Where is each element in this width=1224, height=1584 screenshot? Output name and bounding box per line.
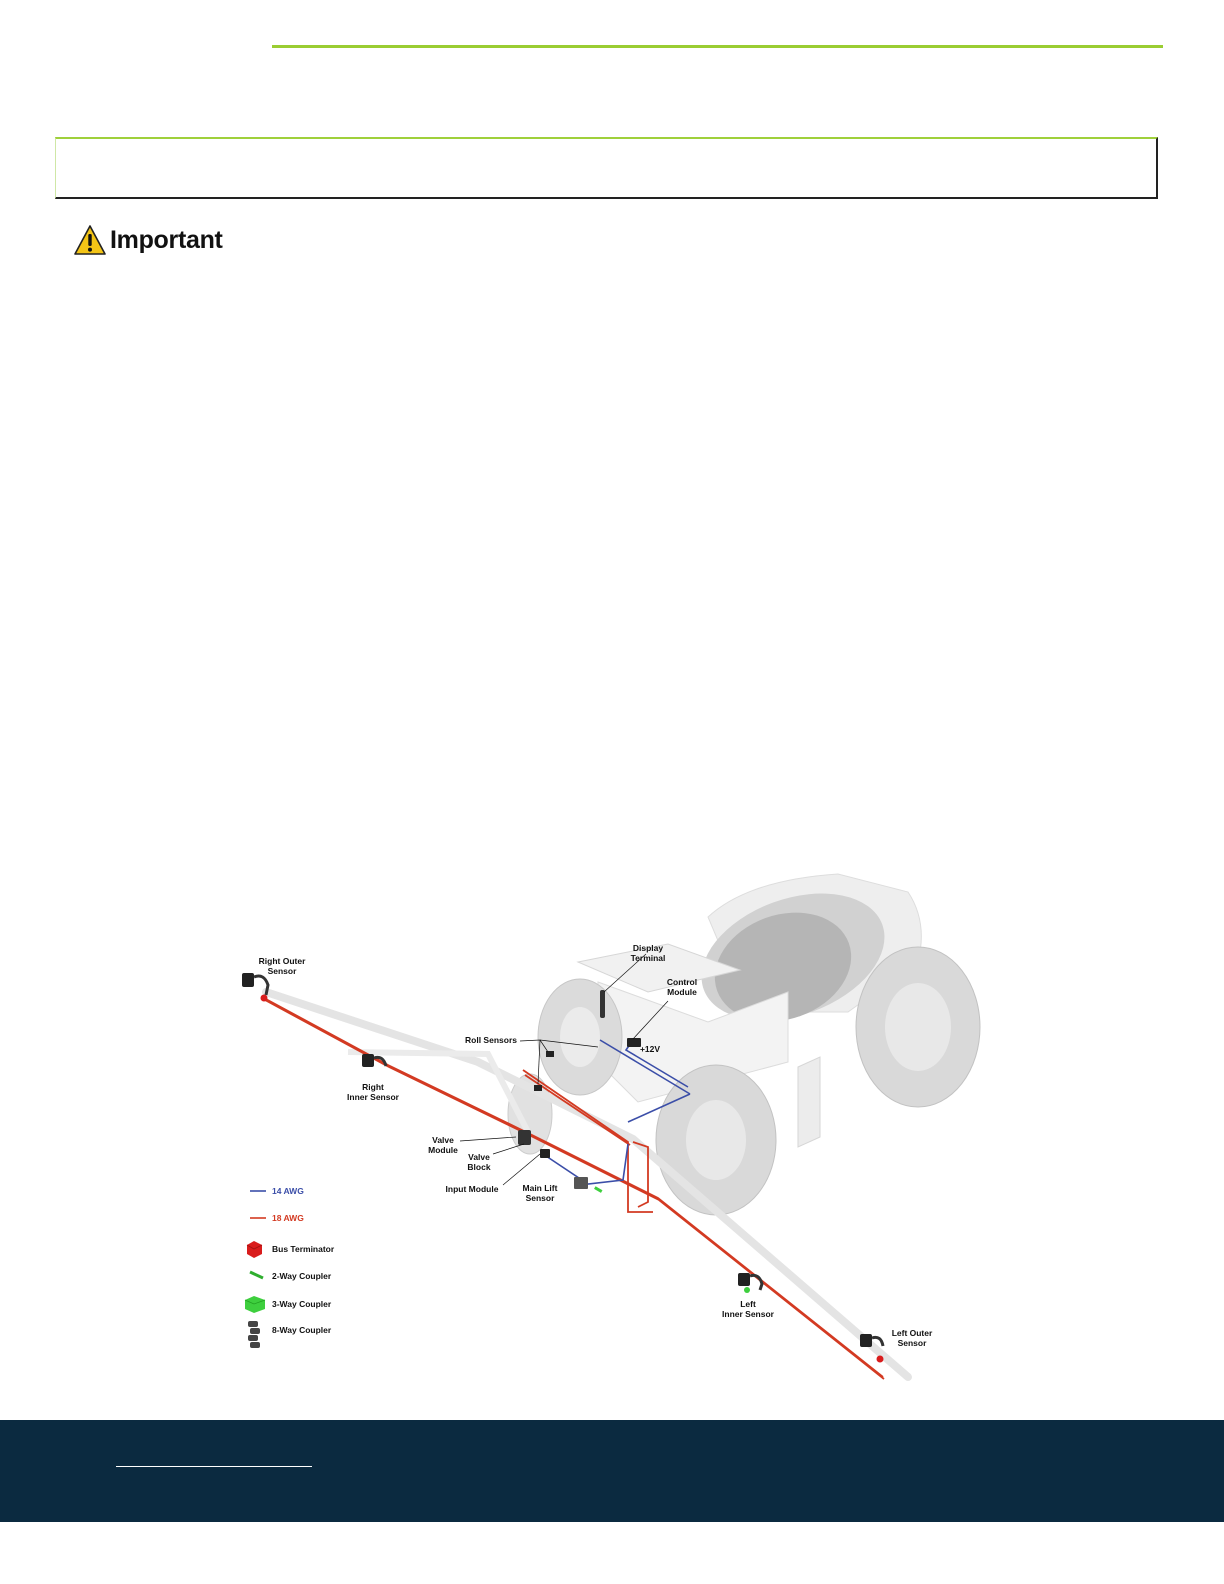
label-main-lift-sensor: Main Lift — [522, 1183, 558, 1193]
bus-terminator-icon — [877, 1356, 884, 1363]
sprayer-illustration — [508, 870, 980, 1215]
legend-18awg: 18 AWG — [272, 1213, 304, 1223]
green-dash-icon — [250, 1272, 263, 1278]
footer-bar — [0, 1420, 1224, 1522]
legend — [245, 1186, 335, 1348]
label-main-lift-sensor-2: Sensor — [525, 1193, 555, 1203]
label-left-outer-sensor-2: Sensor — [897, 1338, 927, 1348]
label-right-outer-sensor-2: Sensor — [267, 966, 297, 976]
warning-triangle-icon — [73, 224, 107, 257]
green-block-icon — [245, 1296, 265, 1313]
important-notice — [73, 222, 223, 258]
label-valve-block: Valve — [468, 1152, 490, 1162]
important-title: Important — [110, 225, 223, 254]
gray-stack-icon — [248, 1321, 260, 1348]
legend-14awg: 14 AWG — [272, 1186, 304, 1196]
label-left-inner-sensor-2: Inner Sensor — [722, 1309, 774, 1319]
label-valve-module-2: Module — [428, 1145, 458, 1155]
bus-terminator-icon — [261, 995, 268, 1002]
label-display-terminal-2: Terminal — [630, 953, 666, 963]
label-valve-module: Valve — [432, 1135, 454, 1145]
legend-8way-coupler: 8-Way Coupler — [272, 1325, 332, 1335]
legend-2way-coupler: 2-Way Coupler — [272, 1271, 332, 1281]
header-rule — [272, 45, 1163, 48]
label-right-inner-sensor: Right — [362, 1082, 384, 1092]
callout-box — [55, 137, 1158, 199]
label-display-terminal: Display — [632, 943, 664, 953]
footer-link-underline[interactable] — [116, 1466, 312, 1467]
label-right-inner-sensor-2: Inner Sensor — [347, 1092, 399, 1102]
label-left-inner-sensor: Left — [740, 1299, 756, 1309]
label-valve-block-2: Block — [467, 1162, 491, 1172]
label-right-outer-sensor: Right Outer — [258, 956, 306, 966]
label-left-outer-sensor: Left Outer — [891, 1328, 933, 1338]
label-control-module: Control — [666, 977, 698, 987]
label-control-module-2: Module — [667, 987, 697, 997]
label-input-module: Input Module — [445, 1184, 499, 1194]
legend-3way-coupler: 3-Way Coupler — [272, 1299, 332, 1309]
wiring-diagram — [228, 862, 988, 1387]
red-cube-icon — [247, 1241, 262, 1258]
label-plus-12v: +12V — [639, 1044, 661, 1054]
label-roll-sensors: Roll Sensors — [465, 1035, 517, 1045]
legend-bus-terminator: Bus Terminator — [272, 1244, 335, 1254]
